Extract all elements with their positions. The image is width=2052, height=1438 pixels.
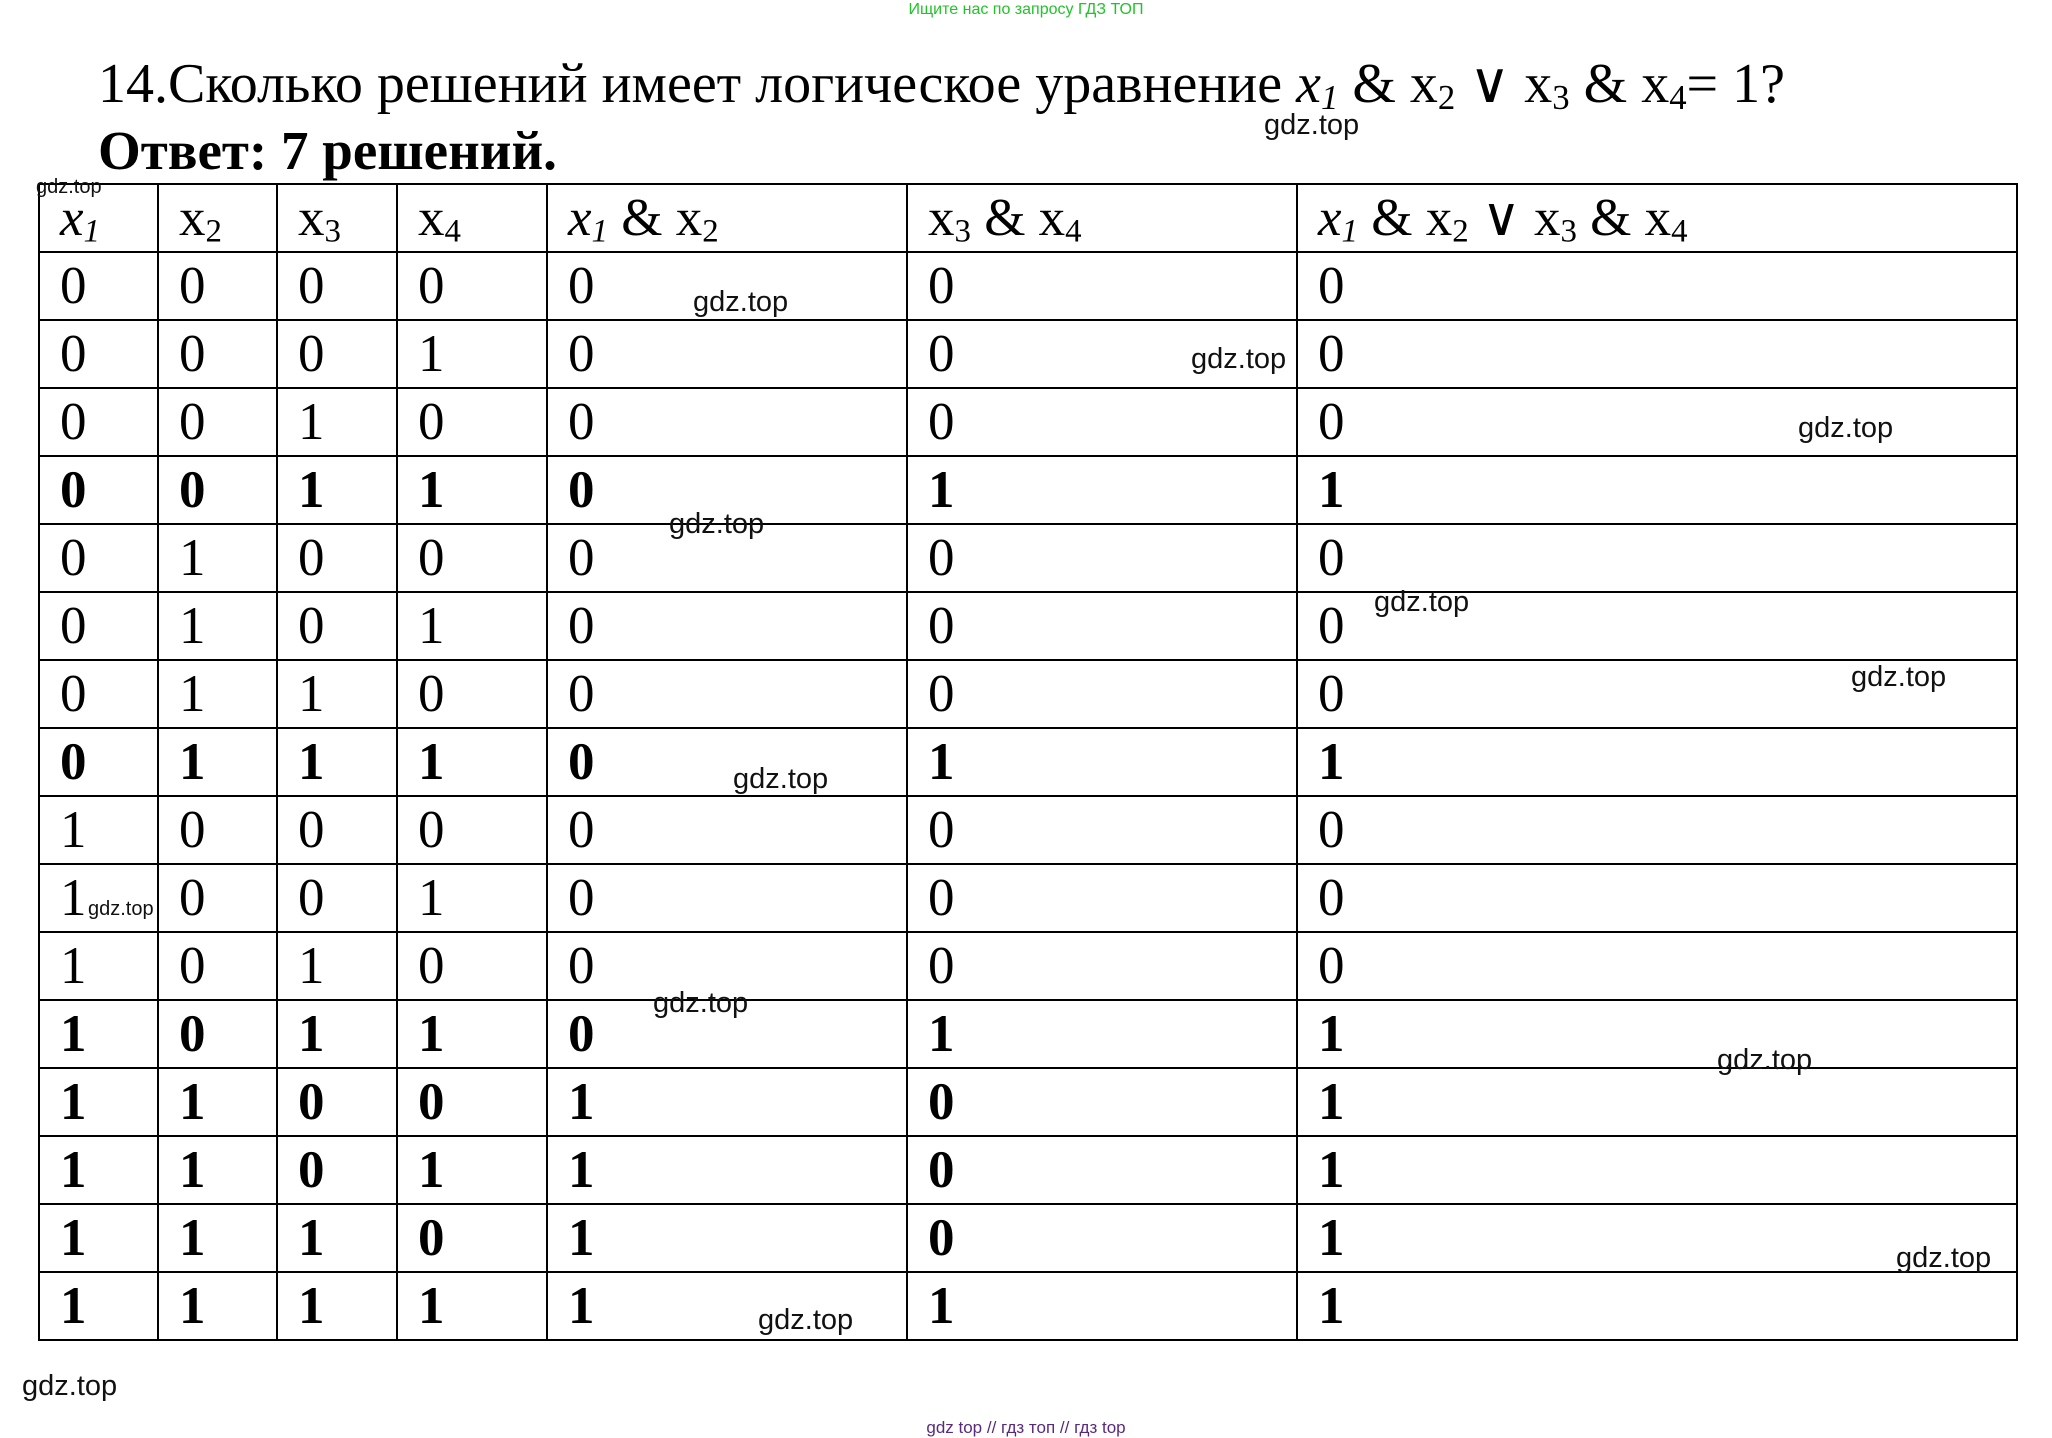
table-cell: 1 <box>397 1000 547 1068</box>
table-cell: 1 <box>1297 728 2017 796</box>
table-row <box>39 320 2017 388</box>
eq-and-2: & <box>1583 53 1628 115</box>
table-cell: 0 <box>1297 592 2017 660</box>
table-cell: 0 <box>158 456 277 524</box>
table-cell: 0 <box>907 1068 1297 1136</box>
table-cell: 0 <box>1297 388 2017 456</box>
eq-and-1: & <box>1352 53 1396 115</box>
table-cell: 0 <box>397 388 547 456</box>
table-cell: 1 <box>39 1136 158 1204</box>
table-cell: 0 <box>547 864 907 932</box>
table-cell: 1 <box>277 660 397 728</box>
table-cell: 1 <box>1297 1068 2017 1136</box>
table-cell: 0 <box>277 320 397 388</box>
table-row <box>39 524 2017 592</box>
table-cell: 1 <box>547 1068 907 1136</box>
eq-or: ∨ <box>1469 53 1511 115</box>
table-body <box>39 252 2017 1340</box>
table-cell: 1 <box>39 1204 158 1272</box>
table-cell: 1 <box>158 1272 277 1340</box>
table-cell: 1 <box>158 592 277 660</box>
table-cell: 0 <box>39 660 158 728</box>
eq-x4: $x_4$ <box>1641 53 1687 117</box>
table-cell: 1 <box>39 1272 158 1340</box>
table-cell: 1 <box>277 1272 397 1340</box>
table-cell: 0 <box>39 456 158 524</box>
table-cell: 1 <box>907 456 1297 524</box>
eq-x3: $x_3$ <box>1524 53 1570 117</box>
table-cell: 1 <box>158 1204 277 1272</box>
table-cell: 1 <box>397 1136 547 1204</box>
eq-x2: $x_2$ <box>1409 53 1456 117</box>
table-cell: 0 <box>907 524 1297 592</box>
table-row <box>39 932 2017 1000</box>
table-cell: 1 <box>158 1136 277 1204</box>
table-cell: 1 <box>547 1204 907 1272</box>
table-cell: 0 <box>397 524 547 592</box>
table-cell: 0 <box>1297 796 2017 864</box>
table-row <box>39 1136 2017 1204</box>
question-prefix: 14.Сколько решений имеет логическое уравнение <box>98 53 1297 115</box>
table-cell: 0 <box>547 524 907 592</box>
table-cell: 0 <box>397 1068 547 1136</box>
table-cell: 1 <box>907 1000 1297 1068</box>
table-cell: 0 <box>158 932 277 1000</box>
table-cell: 0 <box>277 252 397 320</box>
table-cell: 0 <box>1297 524 2017 592</box>
table-cell: 0 <box>397 252 547 320</box>
table-cell: 0 <box>547 1000 907 1068</box>
table-cell: 1 <box>907 728 1297 796</box>
table-cell: 0 <box>547 796 907 864</box>
table-cell: 1 <box>397 320 547 388</box>
table-cell: 0 <box>277 524 397 592</box>
bottom-link-3[interactable]: гдз top <box>1074 1418 1126 1437</box>
bottom-link-2[interactable]: гдз топ <box>1001 1418 1056 1437</box>
table-cell: 0 <box>547 388 907 456</box>
table-cell: 0 <box>1297 252 2017 320</box>
table-cell: 0 <box>547 728 907 796</box>
table-cell: 1 <box>1297 1000 2017 1068</box>
table-cell: 1 <box>39 1068 158 1136</box>
separator: // <box>986 1418 997 1437</box>
header-result: $x_1$ & $x_2$ ∨ $x_3$ & $x_4$ <box>1297 184 2017 252</box>
table-cell: 0 <box>907 388 1297 456</box>
table-cell: 0 <box>397 796 547 864</box>
table-cell: 0 <box>158 252 277 320</box>
table-cell: 1 <box>547 1272 907 1340</box>
table-cell: 0 <box>547 320 907 388</box>
table-cell: 1 <box>1297 456 2017 524</box>
table-cell: 0 <box>1297 320 2017 388</box>
table-cell: 1 <box>1297 1136 2017 1204</box>
table-row <box>39 660 2017 728</box>
header-x1: $x_1$ <box>39 184 158 252</box>
table-cell: 0 <box>547 660 907 728</box>
table-cell: 0 <box>547 456 907 524</box>
table-cell: 0 <box>277 1136 397 1204</box>
table-cell: 1 <box>158 728 277 796</box>
watermark: gdz.top <box>669 508 765 540</box>
watermark: gdz.top <box>653 987 749 1019</box>
table-cell: 0 <box>39 728 158 796</box>
table-row <box>39 1204 2017 1272</box>
table-cell: 0 <box>158 320 277 388</box>
table-cell: 0 <box>547 932 907 1000</box>
table-cell: 0 <box>907 252 1297 320</box>
table-cell: 1 <box>277 1000 397 1068</box>
table-cell: 1 <box>277 932 397 1000</box>
table-cell: 1 <box>1297 1272 2017 1340</box>
watermark: gdz.top <box>22 1370 118 1402</box>
table-cell: 1 <box>397 728 547 796</box>
watermark: gdz.top <box>1798 412 1894 444</box>
table-row <box>39 728 2017 796</box>
table-cell: 0 <box>907 660 1297 728</box>
table-row <box>39 864 2017 932</box>
watermark: gdz.top <box>693 286 789 318</box>
table-cell: 1 <box>277 1204 397 1272</box>
table-cell: 1 <box>39 796 158 864</box>
table-row <box>39 592 2017 660</box>
table-cell: 0 <box>907 592 1297 660</box>
table-cell: 0 <box>277 864 397 932</box>
table-cell: 1 <box>397 456 547 524</box>
table-cell: 0 <box>39 320 158 388</box>
table-cell: 1 <box>907 1272 1297 1340</box>
table-cell: 1 <box>158 660 277 728</box>
eq-x1: $x_1$ <box>1296 53 1339 117</box>
table-cell: 0 <box>277 592 397 660</box>
watermark: gdz.top <box>758 1304 854 1336</box>
watermark: gdz.top <box>1374 586 1470 618</box>
header-row <box>39 184 2017 252</box>
table-cell: 0 <box>39 524 158 592</box>
header-x3-and-x4: $x_3$ & $x_4$ <box>907 184 1297 252</box>
table-cell: 1 <box>39 1000 158 1068</box>
answer-text: Ответ: 7 решений. <box>98 120 557 181</box>
table-row <box>39 388 2017 456</box>
watermark: gdz.top <box>1896 1242 1992 1274</box>
watermark: gdz.top <box>1717 1044 1813 1076</box>
table-row <box>39 252 2017 320</box>
table-cell: 0 <box>158 388 277 456</box>
table-cell: 1 <box>39 864 158 932</box>
table-cell: 1 <box>397 592 547 660</box>
table-cell: 0 <box>547 592 907 660</box>
watermark: gdz.top <box>733 763 829 795</box>
table-cell: 0 <box>39 388 158 456</box>
table-cell: 0 <box>158 864 277 932</box>
table-cell: 0 <box>1297 932 2017 1000</box>
table-cell: 0 <box>397 660 547 728</box>
table-cell: 1 <box>277 728 397 796</box>
table-cell: 0 <box>397 932 547 1000</box>
table-cell: 0 <box>39 252 158 320</box>
table-cell: 1 <box>277 456 397 524</box>
table-cell: 0 <box>277 1068 397 1136</box>
watermark: gdz.top <box>88 898 154 920</box>
header-x4: $x_4$ <box>397 184 547 252</box>
table-row <box>39 796 2017 864</box>
table-cell: 0 <box>277 796 397 864</box>
table-cell: 0 <box>397 1204 547 1272</box>
table-cell: 0 <box>1297 660 2017 728</box>
table-cell: 0 <box>907 1136 1297 1204</box>
separator: // <box>1059 1418 1070 1437</box>
top-search-hint[interactable]: Ищите нас по запросу ГДЗ ТОП <box>908 1 1144 18</box>
watermark: gdz.top <box>1264 109 1360 141</box>
table-cell: 0 <box>907 932 1297 1000</box>
table-cell: 0 <box>1297 864 2017 932</box>
watermark: gdz.top <box>1851 661 1947 693</box>
table-cell: 0 <box>907 1204 1297 1272</box>
table-cell: 1 <box>158 1068 277 1136</box>
table-cell: 0 <box>158 796 277 864</box>
table-row <box>39 1272 2017 1340</box>
table-cell: 0 <box>907 796 1297 864</box>
truth-table <box>38 183 2018 1341</box>
question-text <box>98 50 1785 118</box>
header-x3: $x_3$ <box>277 184 397 252</box>
table-cell: 1 <box>277 388 397 456</box>
table-row <box>39 456 2017 524</box>
table-cell: 0 <box>547 252 907 320</box>
table-cell: 1 <box>1297 1204 2017 1272</box>
header-x1-and-x2: $x_1$ & $x_2$ <box>547 184 907 252</box>
bottom-link-1[interactable]: gdz top <box>926 1418 983 1437</box>
table-row <box>39 1068 2017 1136</box>
watermark: gdz.top <box>1191 343 1287 375</box>
table-cell: 0 <box>39 592 158 660</box>
watermark: gdz.top <box>36 176 102 198</box>
table-cell: 1 <box>547 1136 907 1204</box>
table-cell: 1 <box>397 1272 547 1340</box>
table-cell: 1 <box>397 864 547 932</box>
table-cell: 1 <box>39 932 158 1000</box>
table-cell: 0 <box>907 864 1297 932</box>
eq-end: = 1? <box>1686 53 1785 115</box>
table-cell: 1 <box>158 524 277 592</box>
table-cell: 0 <box>907 320 1297 388</box>
bottom-links <box>0 1418 2052 1438</box>
header-x2: $x_2$ <box>158 184 277 252</box>
table-cell: 0 <box>158 1000 277 1068</box>
